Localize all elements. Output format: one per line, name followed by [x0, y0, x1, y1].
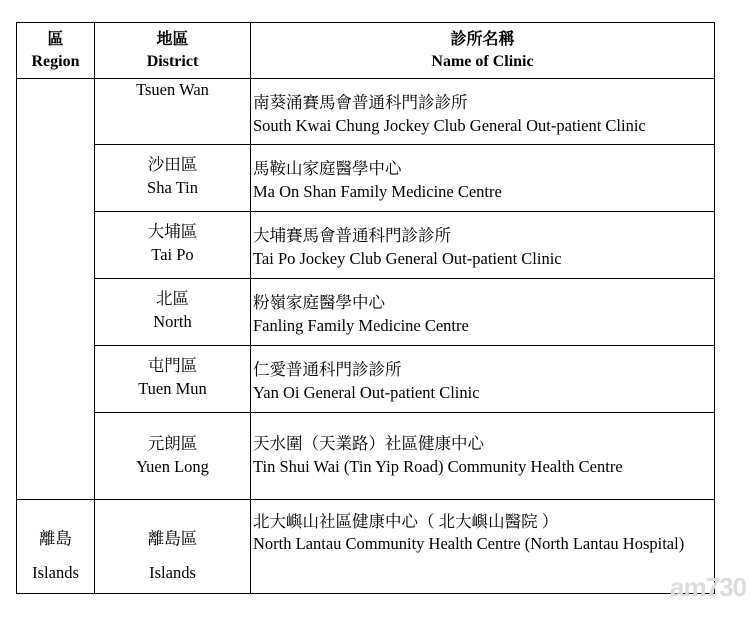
clinic-header-en: Name of Clinic: [431, 52, 534, 70]
region-en: Islands: [32, 563, 79, 582]
district-header-en: District: [146, 52, 199, 70]
clinic-en: North Lantau Community Health Centre (North Lantau Hospital): [253, 534, 685, 553]
clinic-en: Yan Oi General Out-patient Clinic: [253, 383, 480, 402]
district-en: Tuen Mun: [138, 379, 207, 398]
clinic-cell: [251, 346, 715, 413]
table-row: [17, 79, 715, 145]
table-row: [17, 212, 715, 279]
clinic-zh: 北大嶼山社區健康中心（ 北大嶼山醫院 ）: [253, 512, 559, 531]
region-zh: 離島: [39, 529, 72, 548]
district-en: Tsuen Wan: [136, 80, 209, 99]
district-cell: [95, 346, 251, 413]
table-row: [17, 346, 715, 413]
district-en: Islands: [149, 563, 196, 582]
clinic-en: Tai Po Jockey Club General Out-patient Clinic: [253, 249, 562, 268]
region-cell-empty: [17, 79, 95, 500]
district-header-zh: 地區: [156, 30, 189, 48]
district-en: Tai Po: [151, 245, 194, 264]
clinic-zh: 天水圍（天業路）社區健康中心: [253, 434, 484, 453]
clinic-en: South Kwai Chung Jockey Club General Out-patient Clinic: [253, 116, 646, 135]
clinic-table: [16, 22, 715, 594]
table-row: [17, 145, 715, 212]
region-cell: [17, 500, 95, 594]
region-header-zh: 區: [47, 30, 64, 48]
clinic-zh: 馬鞍山家庭醫學中心: [253, 159, 402, 178]
district-cell: [95, 500, 251, 594]
table-row: [17, 413, 715, 500]
district-cell: [95, 279, 251, 346]
district-zh: 離島區: [147, 529, 198, 548]
watermark-logo: am730: [670, 572, 746, 602]
district-cell: [95, 413, 251, 500]
clinic-cell: [251, 279, 715, 346]
district-cell: [95, 212, 251, 279]
clinic-header: [251, 23, 715, 79]
header-row: [17, 23, 715, 79]
district-cell: [95, 79, 251, 145]
region-header-en: Region: [31, 52, 80, 70]
clinic-en: Tin Shui Wai (Tin Yip Road) Community Health Centre: [253, 457, 623, 476]
region-header: [17, 23, 95, 79]
district-zh: 北區: [156, 289, 189, 308]
table-row: [17, 500, 715, 594]
clinic-en: Ma On Shan Family Medicine Centre: [253, 182, 502, 201]
clinic-zh: 大埔賽馬會普通科門診診所: [253, 226, 451, 245]
clinic-cell: [251, 500, 715, 594]
district-en: Yuen Long: [136, 457, 209, 476]
table-row: [17, 279, 715, 346]
clinic-cell: [251, 212, 715, 279]
clinic-cell: [251, 145, 715, 212]
district-zh: 大埔區: [147, 222, 198, 241]
district-zh: 屯門區: [147, 356, 198, 375]
clinic-zh: 粉嶺家庭醫學中心: [253, 293, 385, 312]
clinic-cell: [251, 79, 715, 145]
clinic-header-zh: 診所名稱: [450, 30, 515, 48]
district-en: North: [153, 312, 192, 331]
district-en: Sha Tin: [147, 178, 198, 197]
district-zh: 元朗區: [147, 434, 198, 453]
clinic-zh: 仁愛普通科門診診所: [253, 360, 402, 379]
clinic-zh: 南葵涌賽馬會普通科門診診所: [253, 93, 468, 112]
district-zh: 沙田區: [147, 155, 198, 174]
district-header: [95, 23, 251, 79]
district-cell: [95, 145, 251, 212]
clinic-en: Fanling Family Medicine Centre: [253, 316, 469, 335]
clinic-cell: [251, 413, 715, 500]
